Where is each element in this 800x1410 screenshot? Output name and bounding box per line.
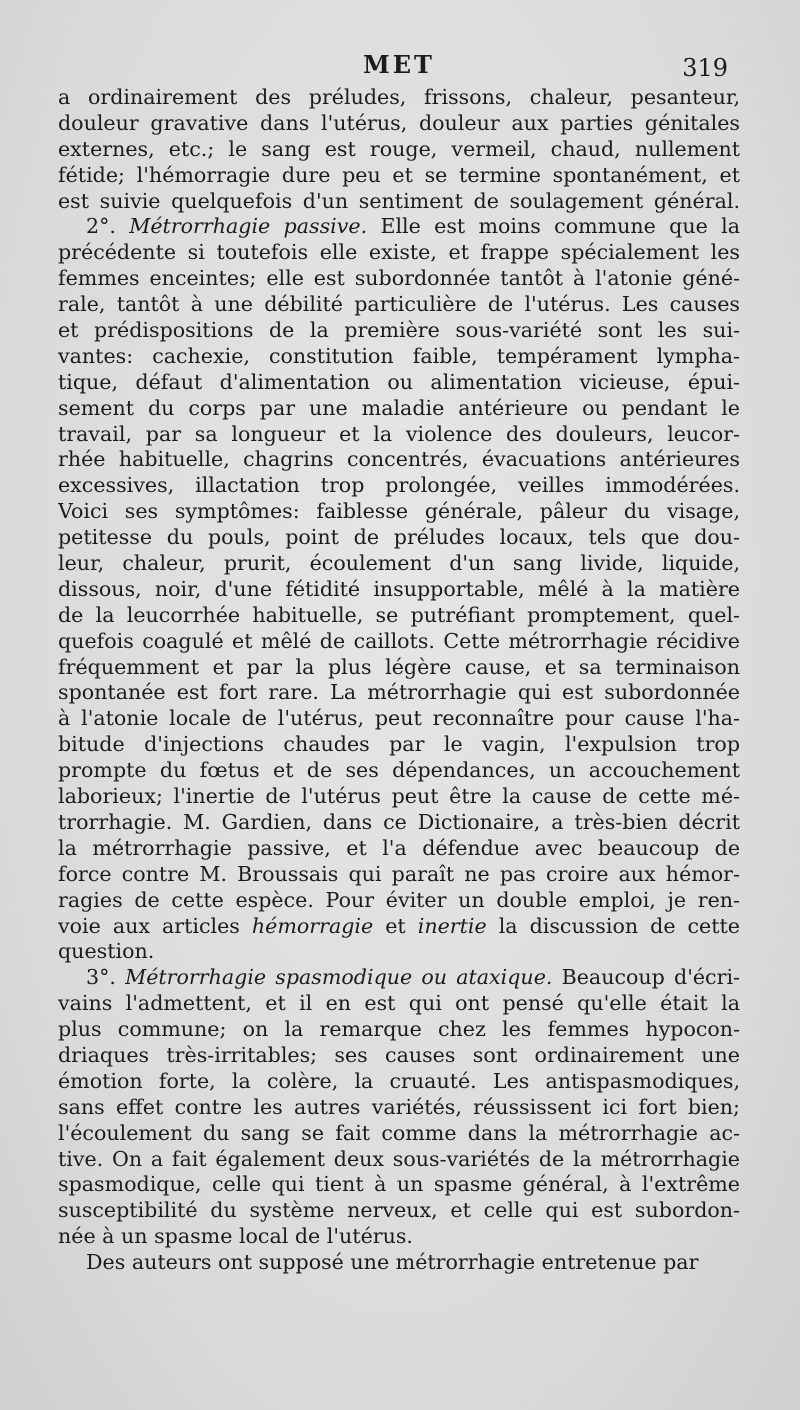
text-line: précédente si toutefois elle existe, et frappe spécialement les bbox=[58, 240, 740, 265]
text-line: externes, etc.; le sang est rouge, vermeil, chaud, nullement bbox=[58, 136, 740, 161]
text-line: fétide; l'hémorragie dure peu et se termine spontanément, et bbox=[58, 162, 740, 187]
text-line: question. bbox=[58, 939, 155, 964]
text-line: émotion forte, la colère, la cruauté. Les antispasmodiques, bbox=[58, 1068, 740, 1093]
text-line: driaques très-irritables; ses causes sont ordinairement une bbox=[58, 1042, 740, 1067]
text-line: 2°. Métrorrhagie passive. Elle est moins commune que la bbox=[86, 214, 740, 239]
body-text bbox=[58, 85, 740, 1276]
text-line: voie aux articles hémorragie et inertie la discussion de cette bbox=[58, 913, 740, 938]
text-line: trorrhagie. M. Gardien, dans ce Dictionaire, a très-bien décrit bbox=[58, 809, 740, 834]
text-line: vantes: cachexie, constitution faible, tempérament lympha- bbox=[58, 343, 740, 368]
page-number: 319 bbox=[682, 54, 728, 82]
text-line: rhée habituelle, chagrins concentrés, évacuations antérieures bbox=[58, 447, 740, 472]
text-line: laborieux; l'inertie de l'utérus peut être la cause de cette mé- bbox=[58, 784, 740, 809]
text-line: fréquemment et par la plus légère cause, et sa terminaison bbox=[58, 654, 740, 679]
text-line: spontanée est fort rare. La métrorrhagie qui est subordonnée bbox=[58, 680, 740, 705]
paragraph bbox=[58, 965, 740, 1250]
page-header bbox=[58, 50, 740, 88]
text-line: petitesse du pouls, point de préludes locaux, tels que dou- bbox=[58, 525, 740, 550]
text-line: vains l'admettent, et il en est qui ont pensé qu'elle était la bbox=[58, 991, 740, 1016]
text-line: Voici ses symptômes: faiblesse générale, pâleur du visage, bbox=[58, 499, 740, 524]
paragraph bbox=[58, 214, 740, 965]
text-line: a ordinairement des préludes, frissons, chaleur, pesanteur, bbox=[58, 85, 740, 109]
text-line: ragies de cette espèce. Pour éviter un double emploi, je ren- bbox=[58, 887, 740, 912]
text-line: susceptibilité du système nerveux, et celle qui est subordon- bbox=[58, 1198, 740, 1223]
text-line: tive. On a fait également deux sous-variétés de la métrorrhagie bbox=[58, 1146, 740, 1171]
text-line: née à un spasme local de l'utérus. bbox=[58, 1224, 413, 1249]
paragraph bbox=[58, 1250, 740, 1276]
text-line: travail, par sa longueur et la violence des douleurs, leucor- bbox=[58, 421, 740, 446]
text-line: tique, défaut d'alimentation ou alimentation vicieuse, épui- bbox=[58, 369, 740, 394]
paragraph bbox=[58, 85, 740, 214]
text-line: plus commune; on la remarque chez les femmes hypocon- bbox=[58, 1017, 740, 1042]
text-line: la métrorrhagie passive, et l'a défendue avec beaucoup de bbox=[58, 835, 740, 860]
text-line: rale, tantôt à une débilité particulière de l'utérus. Les causes bbox=[58, 292, 740, 317]
text-line: de la leucorrhée habituelle, se putréfiant promptement, quel- bbox=[58, 602, 740, 627]
running-head: MET bbox=[363, 50, 435, 79]
text-line: l'écoulement du sang se fait comme dans la métrorrhagie ac- bbox=[58, 1120, 740, 1145]
text-line: force contre M. Broussais qui paraît ne pas croire aux hémor- bbox=[58, 861, 740, 886]
text-line: est suivie quelquefois d'un sentiment de soulagement général. bbox=[58, 188, 740, 213]
text-line: et prédispositions de la première sous-variété sont les sui- bbox=[58, 318, 740, 343]
text-line: douleur gravative dans l'utérus, douleur aux parties génitales bbox=[58, 110, 740, 135]
text-line: Des auteurs ont supposé une métrorrhagie entretenue par bbox=[86, 1250, 699, 1275]
text-line: excessives, illactation trop prolongée, veilles immodérées. bbox=[58, 473, 740, 498]
text-line: prompte du fœtus et de ses dépendances, un accouchement bbox=[58, 758, 740, 783]
text-line: dissous, noir, d'une fétidité insupportable, mêlé à la matière bbox=[58, 576, 740, 601]
text-line: leur, chaleur, prurit, écoulement d'un sang livide, liquide, bbox=[58, 551, 740, 576]
text-line: femmes enceintes; elle est subordonnée tantôt à l'atonie géné- bbox=[58, 266, 740, 291]
text-line: quefois coagulé et mêlé de caillots. Cette métrorrhagie récidive bbox=[58, 628, 740, 653]
text-line: sement du corps par une maladie antérieure ou pendant le bbox=[58, 395, 740, 420]
text-line: à l'atonie locale de l'utérus, peut reconnaître pour cause l'ha- bbox=[58, 706, 740, 731]
text-line: sans effet contre les autres variétés, réussissent ici fort bien; bbox=[58, 1094, 740, 1119]
text-line: 3°. Métrorrhagie spasmodique ou ataxique. Beaucoup d'écri- bbox=[86, 965, 740, 990]
text-line: bitude d'injections chaudes par le vagin, l'expulsion trop bbox=[58, 732, 740, 757]
text-line: spasmodique, celle qui tient à un spasme général, à l'extrême bbox=[58, 1172, 740, 1197]
